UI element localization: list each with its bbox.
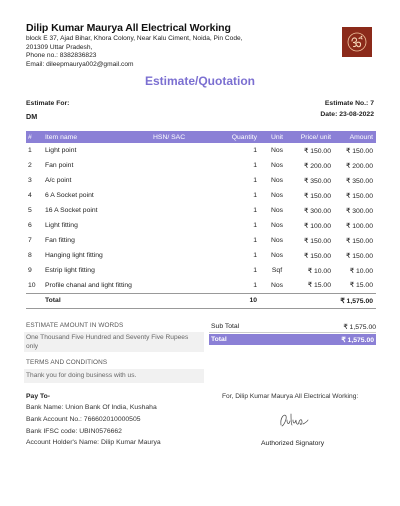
header-quantity: Quantity: [210, 131, 260, 143]
cell-amount: ₹ 10.00: [349, 267, 373, 275]
om-symbol-icon: [342, 27, 372, 57]
cell-sn: 4: [28, 192, 32, 199]
cell-amount: ₹ 100.00: [345, 222, 373, 230]
cell-price: ₹ 150.00: [303, 252, 331, 260]
cell-item-name: Light fitting: [45, 222, 78, 229]
cell-sn: 7: [28, 237, 32, 244]
sub-total-label: Sub Total: [211, 323, 240, 330]
cell-amount: ₹ 300.00: [345, 207, 373, 215]
cell-price: ₹ 150.00: [303, 237, 331, 245]
sub-total-row: [209, 322, 376, 333]
cell-quantity: 1: [253, 252, 257, 259]
bank-ifsc: Bank IFSC code: UBIN0576662: [26, 428, 122, 435]
cell-unit: Sqf: [271, 267, 283, 274]
table-header-row: [26, 131, 376, 143]
cell-price: ₹ 10.00: [307, 267, 331, 275]
cell-amount: ₹ 150.00: [345, 147, 373, 155]
cell-sn: 5: [28, 207, 32, 214]
cell-unit: Nos: [270, 147, 284, 154]
cell-price: ₹ 150.00: [303, 192, 331, 200]
cell-hsn: [150, 218, 210, 233]
business-name: Dilip Kumar Maurya All Electrical Working: [26, 22, 231, 34]
total-row: [26, 293, 376, 308]
business-email: Email: dileepmaurya002@gmail.com: [26, 60, 134, 68]
table-row: [26, 218, 376, 233]
pay-to-label: Pay To-: [26, 393, 51, 400]
items-table: [26, 131, 376, 309]
table-row: [26, 233, 376, 248]
amount-in-words: One Thousand Five Hundred and Seventy Five Rupees only: [26, 334, 189, 350]
cell-sn: 3: [28, 177, 32, 184]
account-holder: Account Holder's Name: Dilip Kumar Maurya: [26, 439, 161, 446]
total-quantity: 10: [210, 293, 260, 308]
cell-sn: 10: [28, 281, 36, 289]
cell-unit: Nos: [270, 192, 284, 199]
terms-label: TERMS AND CONDITIONS: [26, 359, 108, 366]
business-phone: Phone no.: 8382836823: [26, 52, 97, 60]
header-unit: Unit: [260, 131, 294, 143]
cell-sn: 8: [28, 252, 32, 259]
document-title: Estimate/Quotation: [144, 74, 255, 88]
cell-sn: 9: [28, 267, 32, 274]
cell-item-name: Profile chanal and light fitting: [45, 281, 132, 289]
amount-in-words-label: ESTIMATE AMOUNT IN WORDS: [26, 322, 124, 329]
cell-hsn: [150, 233, 210, 248]
cell-hsn: [150, 173, 210, 188]
bank-name: Bank Name: Union Bank Of India, Kushaha: [26, 404, 157, 411]
cell-quantity: 1: [253, 177, 257, 184]
cell-amount: ₹ 15.00: [349, 282, 373, 290]
cell-item-name: Fan point: [45, 162, 74, 169]
terms-text: Thank you for doing business with us.: [26, 372, 137, 379]
estimate-date: Date: 23-08-2022: [320, 111, 374, 118]
cell-price: ₹ 150.00: [303, 147, 331, 155]
sub-total-value: ₹ 1,575.00: [343, 324, 376, 331]
cell-quantity: 1: [253, 281, 257, 289]
cell-price: ₹ 15.00: [307, 282, 331, 290]
bank-account: Bank Account No.: 766602010000505: [26, 416, 141, 423]
cell-item-name: A/c point: [45, 177, 72, 184]
cell-price: ₹ 350.00: [303, 177, 331, 185]
total-label: Total: [42, 293, 150, 308]
business-header: [26, 22, 326, 69]
authorized-signatory: Authorized Signatory: [261, 440, 325, 447]
cell-hsn: [150, 188, 210, 203]
cell-quantity: 1: [253, 162, 257, 169]
header-amount: Amount: [334, 131, 376, 143]
cell-item-name: 16 A Socket point: [45, 207, 98, 214]
cell-amount: ₹ 350.00: [345, 177, 373, 185]
cell-quantity: 1: [253, 237, 257, 244]
cell-unit: Nos: [270, 177, 284, 184]
table-row: [26, 203, 376, 218]
business-address-line1: block E 37, Ajad Bihar, Khora Colony, Near Kalu Ciment, Noida, Pin Code,: [26, 35, 243, 42]
cell-hsn: [150, 143, 210, 158]
business-address-line2: 201309 Uttar Pradesh,: [26, 43, 93, 51]
cell-unit: Nos: [270, 281, 284, 289]
cell-item-name: Fan fitting: [45, 237, 75, 244]
table-row: [26, 278, 376, 293]
table-row: [26, 248, 376, 263]
header-item-name: Item name: [42, 131, 150, 143]
cell-unit: Nos: [270, 207, 284, 214]
table-row: [26, 263, 376, 278]
cell-unit: Nos: [270, 162, 284, 169]
cell-hsn: [150, 278, 210, 293]
header-hsn: HSN/ SAC: [150, 131, 210, 143]
total-amount: ₹ 1,575.00: [334, 293, 376, 308]
table-row: [26, 173, 376, 188]
grand-total-value: ₹ 1,575.00: [341, 337, 374, 344]
cell-unit: Nos: [270, 252, 284, 259]
cell-quantity: 1: [253, 147, 257, 154]
cell-sn: 6: [28, 222, 32, 229]
header-sn: #: [26, 131, 42, 143]
cell-amount: ₹ 150.00: [345, 252, 373, 260]
header-price: Price/ unit: [294, 131, 334, 143]
cell-quantity: 1: [253, 267, 257, 274]
cell-item-name: Hanging light fitting: [45, 252, 103, 259]
cell-quantity: 1: [253, 192, 257, 199]
cell-hsn: [150, 158, 210, 173]
grand-total-row: [209, 334, 376, 345]
cell-price: ₹ 300.00: [303, 207, 331, 215]
cell-hsn: [150, 203, 210, 218]
table-row: [26, 158, 376, 173]
cell-unit: Nos: [270, 222, 284, 229]
cell-hsn: [150, 263, 210, 278]
estimate-for-label: Estimate For:: [26, 100, 70, 107]
cell-price: ₹ 200.00: [303, 162, 331, 170]
estimate-number: Estimate No.: 7: [324, 100, 374, 107]
for-business-line: For, Dilip Kumar Maurya All Electrical Working:: [222, 393, 359, 400]
cell-item-name: 6 A Socket point: [45, 192, 94, 199]
cell-hsn: [150, 248, 210, 263]
table-row: [26, 188, 376, 203]
cell-quantity: 1: [253, 207, 257, 214]
cell-amount: ₹ 150.00: [345, 237, 373, 245]
cell-amount: ₹ 150.00: [345, 192, 373, 200]
cell-price: ₹ 100.00: [303, 222, 331, 230]
cell-sn: 2: [28, 162, 32, 169]
signature-image: [278, 410, 310, 437]
table-row: [26, 143, 376, 158]
customer-name: DM: [26, 112, 38, 121]
cell-amount: ₹ 200.00: [345, 162, 373, 170]
cell-quantity: 1: [253, 222, 257, 229]
cell-item-name: Estrip light fitting: [45, 267, 95, 274]
cell-unit: Nos: [270, 237, 284, 244]
cell-sn: 1: [28, 147, 32, 154]
cell-item-name: Light point: [45, 147, 77, 154]
grand-total-label: Total: [211, 336, 227, 343]
